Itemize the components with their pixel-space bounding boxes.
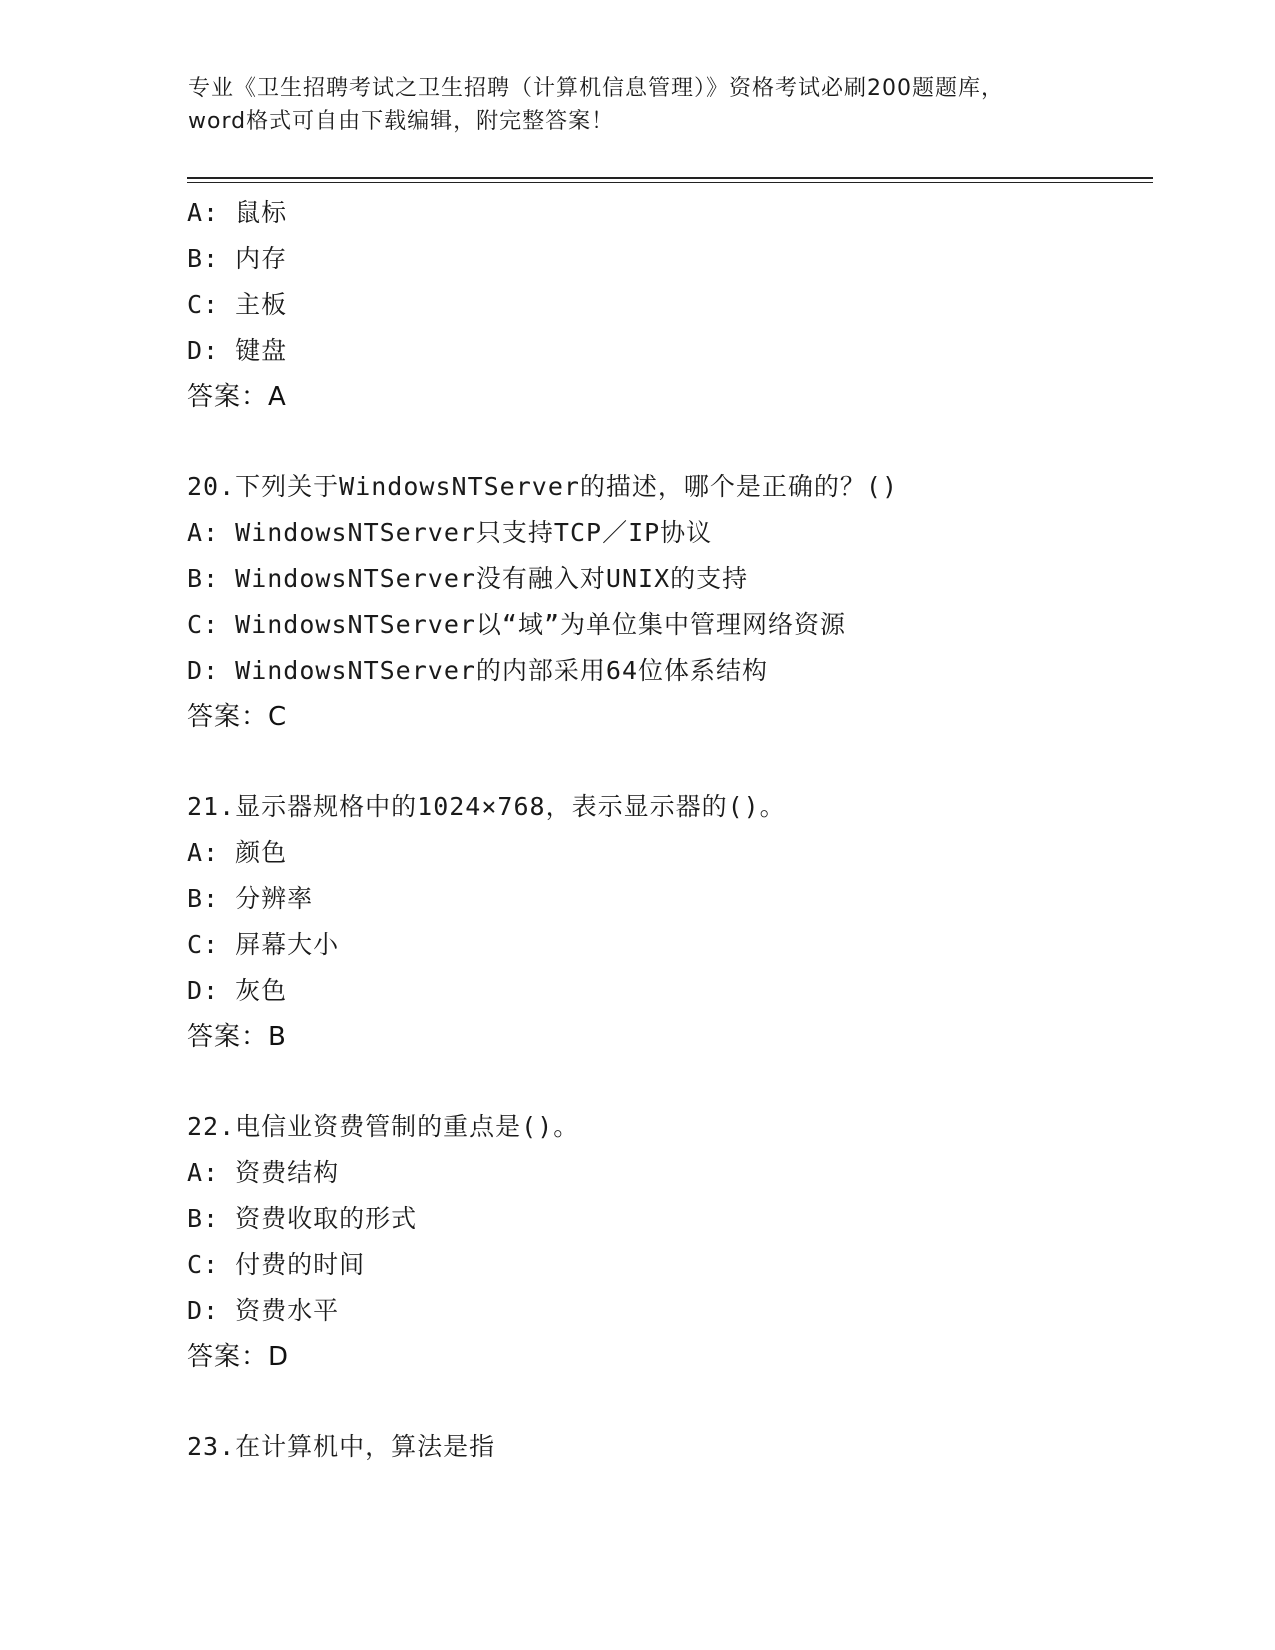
- question-text: 23.在计算机中，算法是指: [187, 1432, 496, 1461]
- answer-text: 答案：D: [187, 1342, 290, 1372]
- header-rule-thin: [187, 182, 1153, 183]
- question-text: 22.电信业资费管制的重点是()。: [187, 1112, 580, 1141]
- option-d: D: 灰色: [187, 976, 288, 1005]
- option-d: D: 资费水平: [187, 1296, 340, 1325]
- option-d: D: 键盘: [187, 336, 288, 365]
- option-a: A: 资费结构: [187, 1158, 340, 1187]
- header-title-line-1: 专业《卫生招聘考试之卫生招聘（计算机信息管理）》资格考试必刷200题题库，: [188, 76, 1004, 101]
- option-a: A: WindowsNTServer只支持TCP／IP协议: [187, 518, 713, 547]
- option-c: C: 付费的时间: [187, 1250, 366, 1279]
- header-title-line-2: word格式可自由下载编辑，附完整答案！: [188, 109, 615, 134]
- option-c: C: 主板: [187, 290, 288, 319]
- option-a: A: 颜色: [187, 838, 288, 867]
- answer-text: 答案：C: [187, 702, 288, 732]
- question-text: 20.下列关于WindowsNTServer的描述，哪个是正确的？(): [187, 472, 899, 501]
- question-list: [187, 190, 1147, 1470]
- option-b: B: 分辨率: [187, 884, 314, 913]
- option-d: D: WindowsNTServer的内部采用64位体系结构: [187, 656, 769, 685]
- option-c: C: WindowsNTServer以“域”为单位集中管理网络资源: [187, 610, 847, 639]
- header-rule-thick: [187, 177, 1153, 179]
- question-text: 21.显示器规格中的1024×768，表示显示器的()。: [187, 792, 786, 821]
- answer-text: 答案：A: [187, 382, 287, 412]
- option-a: A: 鼠标: [187, 198, 288, 227]
- option-b: B: WindowsNTServer没有融入对UNIX的支持: [187, 564, 749, 593]
- answer-text: 答案：B: [187, 1022, 287, 1052]
- page-header: [188, 72, 1088, 138]
- option-b: B: 内存: [187, 244, 288, 273]
- option-c: C: 屏幕大小: [187, 930, 340, 959]
- option-b: B: 资费收取的形式: [187, 1204, 418, 1233]
